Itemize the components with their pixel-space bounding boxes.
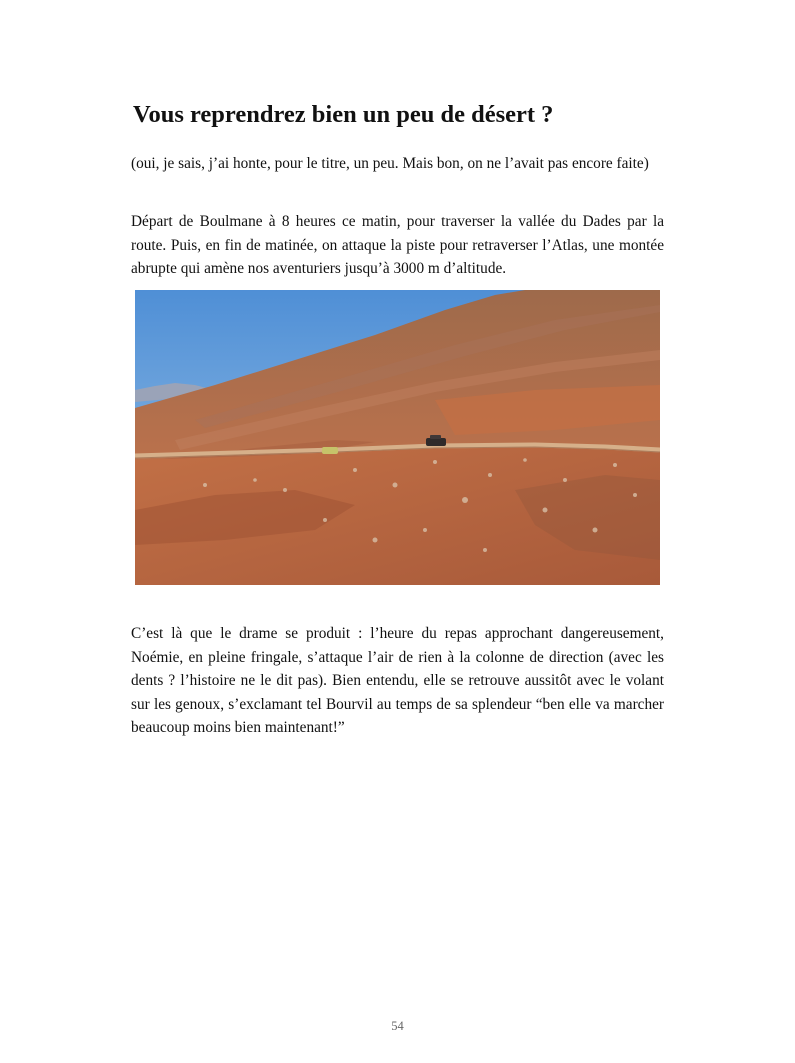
intro-paragraph: (oui, je sais, j’ai honte, pour le titre, un peu. Mais bon, on ne l’avait pas encore faite)	[131, 155, 649, 172]
drama-paragraph: C’est là que le drame se produit : l’heure du repas approchant dangereusement, Noémie, en pleine fringale, s’attaque l’air de rien à la colonne de direction (avec les dents ? l’histoire ne le dit pas). Bien entendu, elle se retrouve aussitôt avec le volant sur les genoux, s’exclamant tel Bourvil au temps de sa splendeur “ben elle va marcher beaucoup moins bien maintenant!”	[131, 625, 664, 736]
mountain-track-photo	[135, 290, 660, 585]
page-number: 54	[391, 1019, 404, 1033]
departure-paragraph: Départ de Boulmane à 8 heures ce matin, pour traverser la vallée du Dades par la route. Puis, en fin de matinée, on attaque la piste pour retraverser l’Atlas, une montée abrupte qui amène nos aventuriers jusqu’à 3000 m d’altitude.	[131, 213, 664, 277]
page-title: Vous reprendrez bien un peu de désert ?	[133, 101, 554, 128]
